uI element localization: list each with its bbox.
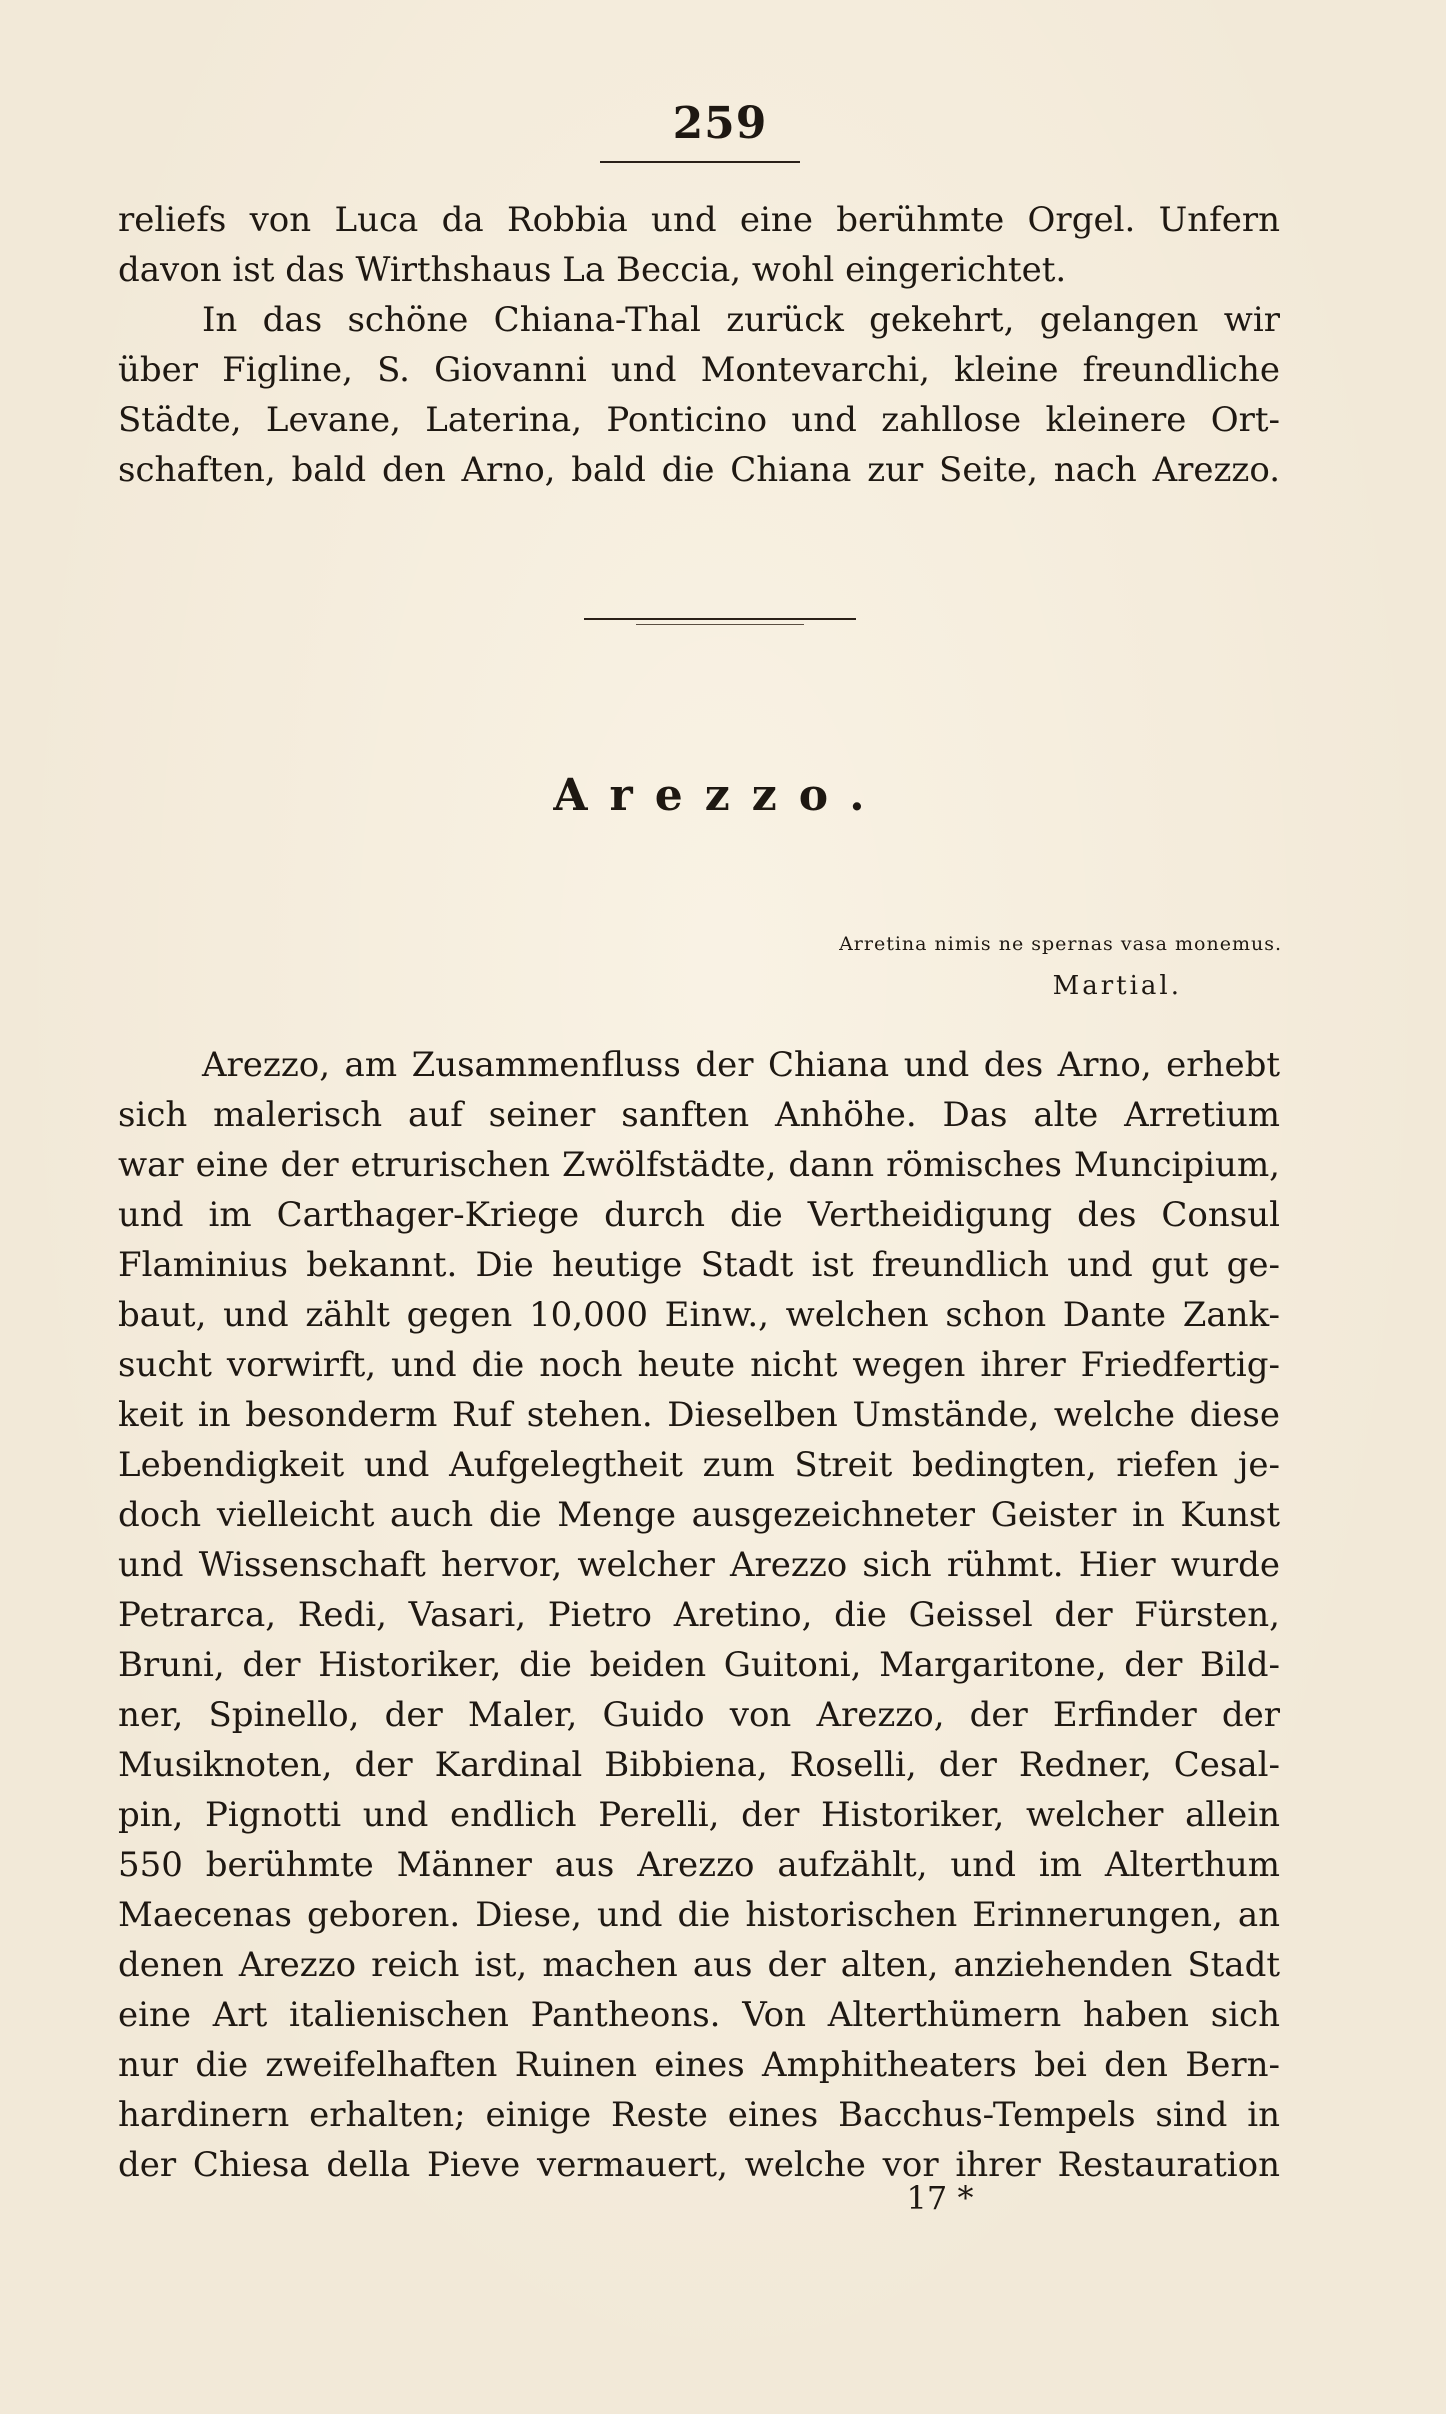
- text-line: doch vielleicht auch die Menge ausgezeichneter Geister in Kunst: [118, 1495, 1280, 1535]
- text-line: über Figline, S. Giovanni und Montevarchi, kleine freundliche: [118, 350, 1280, 390]
- text-line: In das schöne Chiana-Thal zurück gekehrt, gelangen wir: [202, 300, 1280, 340]
- text-line: Städte, Levane, Laterina, Ponticino und zahllose kleinere Ort-: [118, 400, 1280, 440]
- text-line: Musiknoten, der Kardinal Bibbiena, Roselli, der Redner, Cesal-: [118, 1745, 1280, 1785]
- text-line: sucht vorwirft, und die noch heute nicht wegen ihrer Friedfertig-: [118, 1345, 1280, 1385]
- intro-paragraph: [118, 195, 1280, 295]
- text-line: sich malerisch auf seiner sanften Anhöhe. Das alte Arretium: [118, 1095, 1280, 1135]
- text-line: eine Art italienischen Pantheons. Von Alterthümern haben sich: [118, 1995, 1280, 2035]
- section-divider: [584, 618, 856, 620]
- text-line: ner, Spinello, der Maler, Guido von Arezzo, der Erfinder der: [118, 1695, 1280, 1735]
- text-line: Maecenas geboren. Diese, und die historischen Erinnerungen, an: [118, 1895, 1280, 1935]
- text-line: denen Arezzo reich ist, machen aus der alten, anziehenden Stadt: [118, 1945, 1280, 1985]
- text-line: Arezzo, am Zusammenfluss der Chiana und des Arno, erhebt: [202, 1045, 1280, 1085]
- text-line: und im Carthager-Kriege durch die Vertheidigung des Consul: [118, 1195, 1280, 1235]
- text-line: und Wissenschaft hervor, welcher Arezzo sich rühmt. Hier wurde: [118, 1545, 1280, 1585]
- epigraph-quote: Arretina nimis ne spernas vasa monemus.: [839, 933, 1282, 955]
- text-line: davon ist das Wirthshaus La Beccia, wohl eingerichtet.: [118, 250, 1067, 290]
- text-line: reliefs von Luca da Robbia und eine berühmte Orgel. Unfern: [118, 200, 1280, 240]
- text-line: schaften, bald den Arno, bald die Chiana zur Seite, nach Arezzo.: [118, 450, 1280, 490]
- text-line: Flaminius bekannt. Die heutige Stadt ist freundlich und gut ge-: [118, 1245, 1280, 1285]
- second-paragraph: [118, 295, 1280, 495]
- text-line: keit in besonderm Ruf stehen. Dieselben Umstände, welche diese: [118, 1395, 1280, 1435]
- text-line: hardinern erhalten; einige Reste eines Bacchus-Tempels sind in: [118, 2095, 1280, 2135]
- text-line: Petrarca, Redi, Vasari, Pietro Aretino, die Geissel der Fürsten,: [118, 1595, 1280, 1635]
- signature-mark: 17 *: [906, 2179, 974, 2217]
- text-line: der Chiesa della Pieve vermauert, welche vor ihrer Restauration: [118, 2145, 1280, 2185]
- text-line: Lebendigkeit und Aufgelegtheit zum Streit bedingten, riefen je-: [118, 1445, 1280, 1485]
- main-paragraph: [118, 1040, 1280, 2190]
- text-line: baut, und zählt gegen 10,000 Einw., welchen schon Dante Zank-: [118, 1295, 1280, 1335]
- section-divider-thin: [636, 624, 804, 625]
- epigraph-author: Martial.: [1052, 971, 1182, 1001]
- header-rule: [600, 161, 800, 163]
- text-line: 550 berühmte Männer aus Arezzo aufzählt, und im Alterthum: [118, 1845, 1280, 1885]
- text-line: nur die zweifelhaften Ruinen eines Amphitheaters bei den Bern-: [118, 2045, 1280, 2085]
- text-line: war eine der etrurischen Zwölfstädte, dann römisches Muncipium,: [118, 1145, 1280, 1185]
- page-number: 259: [672, 98, 768, 149]
- text-line: pin, Pignotti und endlich Perelli, der Historiker, welcher allein: [118, 1795, 1280, 1835]
- section-heading: Arezzo.: [553, 770, 887, 821]
- text-line: Bruni, der Historiker, die beiden Guitoni, Margaritone, der Bild-: [118, 1645, 1280, 1685]
